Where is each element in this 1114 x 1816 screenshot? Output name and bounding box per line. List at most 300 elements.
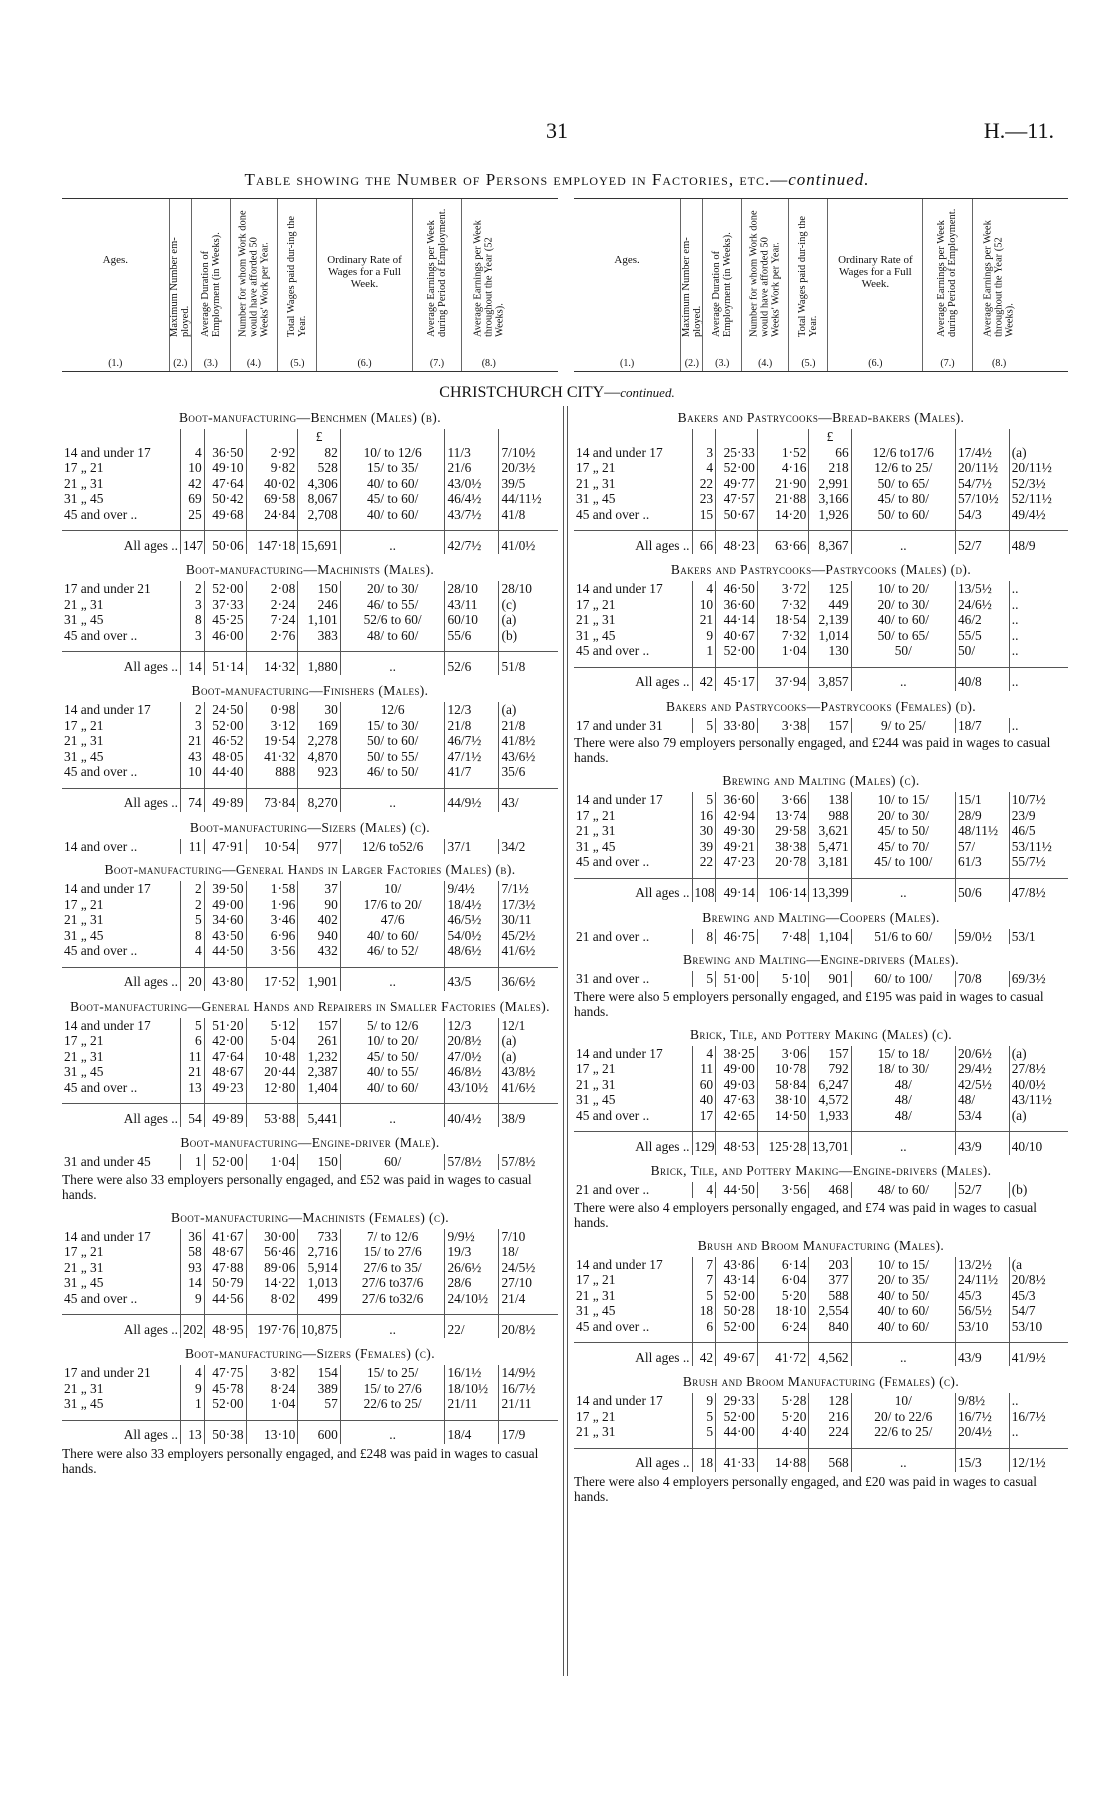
table-row [62, 1396, 558, 1412]
table-cell: 17 „ 21 [64, 1244, 104, 1259]
table-cell: 30·00 [246, 1229, 298, 1245]
table-cell [851, 659, 955, 668]
table-row [62, 1033, 558, 1049]
table-cell: 4,572 [809, 1092, 851, 1108]
table-cell: 40/ to 60/ [851, 1319, 955, 1335]
footnote: There were also 4 employers personally engaged, and £74 was paid in wages to casual hands. [574, 1199, 1037, 1230]
table-row [574, 612, 1068, 628]
table-cell: 10/ to 15/ [851, 1257, 955, 1273]
header-label: Total Wages paid dur-ing the Year. [797, 215, 820, 337]
table-cell: .. [340, 531, 445, 555]
section-table [62, 1018, 558, 1128]
header-label: Average Earnings per Week during Period of Employment. [425, 208, 448, 337]
all-ages-row [62, 652, 558, 676]
currency-symbol: £ [298, 429, 340, 445]
table-cell [445, 1306, 499, 1315]
table-cell: 40/ to 60/ [851, 612, 955, 628]
table-cell [62, 1306, 180, 1315]
table-cell: 50·06 [204, 531, 246, 555]
table-cell: 11 [180, 839, 204, 855]
table-cell: 20/ to 22/6 [851, 1409, 955, 1425]
table-cell: 5·10 [757, 971, 809, 987]
table-cell: 157 [298, 1018, 340, 1034]
table-cell: 22/6 to 25/ [340, 1396, 445, 1412]
table-cell: 402 [298, 912, 340, 928]
table-cell: 4 [692, 1046, 716, 1062]
table-cell: All ages .. [62, 1420, 180, 1444]
header-number: (3.) [715, 358, 730, 369]
table-cell: 202 [180, 1315, 204, 1339]
table-cell: 389 [298, 1381, 340, 1397]
table-cell: 45 and over .. [64, 1079, 138, 1095]
table-cell: 41/6½ [499, 943, 558, 959]
table-cell: 43/5 [445, 967, 499, 991]
table-cell: 157 [809, 1046, 851, 1062]
table-cell: 52·00 [204, 1396, 246, 1412]
table-cell: 42 [692, 667, 716, 691]
table-cell: 53/4 [955, 1108, 1009, 1124]
all-ages-row [62, 1104, 558, 1128]
table-cell: 3,166 [809, 491, 851, 507]
header-label: Number for whom Work done would have afforded 50 Weeks' Work per Year. [237, 210, 271, 337]
header-cell [191, 199, 230, 371]
header-cell [230, 199, 278, 371]
table-cell: 22/6 to 25/ [851, 1424, 955, 1440]
table-cell: 47·64 [204, 476, 246, 492]
page-reference: H.—11. [983, 118, 1054, 143]
table-cell [1009, 1123, 1068, 1132]
table-cell: 154 [298, 1365, 340, 1381]
table-row [62, 1291, 558, 1307]
header-cell [169, 199, 191, 371]
table-cell [445, 429, 499, 445]
table-cell: 57/8½ [499, 1154, 558, 1170]
table-cell: 43·80 [204, 967, 246, 991]
table-cell [204, 522, 246, 531]
table-cell: 14 and under 17 [576, 792, 663, 807]
header-cell [788, 199, 827, 371]
table-cell: 44·56 [204, 1291, 246, 1307]
spacer-row [62, 1095, 558, 1104]
table-cell: .. [851, 878, 955, 902]
table-cell: 14 and under 17 [64, 444, 151, 460]
table-cell: 18/ to 30/ [851, 1061, 955, 1077]
table-cell: 6·96 [246, 928, 298, 944]
footnote: There were also 4 employers personally engaged, and £20 was paid in wages to casual hands. [574, 1473, 1037, 1504]
table-cell: 1,901 [298, 967, 340, 991]
table-cell: 41/7 [445, 764, 499, 780]
table-cell: 47·88 [204, 1260, 246, 1276]
table-cell: 37 [298, 881, 340, 897]
table-cell: 15/3 [955, 1448, 1009, 1472]
table-cell [499, 522, 558, 531]
section-title: Boot-manufacturing—Sizers (Males) (c). [189, 819, 431, 835]
table-cell: 19·54 [246, 733, 298, 749]
table-cell: 27/10 [499, 1275, 558, 1291]
table-cell: 29·33 [716, 1393, 758, 1409]
table-cell: 1,104 [809, 929, 851, 945]
table-cell [340, 1095, 445, 1104]
table-cell: 51/8 [499, 652, 558, 676]
table-cell [204, 1412, 246, 1421]
table-cell: (a [1009, 1257, 1068, 1273]
table-cell [298, 1306, 340, 1315]
table-cell: 49·68 [204, 507, 246, 523]
table-cell: 48/ [955, 1092, 1009, 1108]
table-cell: 66 [809, 445, 851, 461]
table-section [62, 1135, 558, 1202]
table-cell: 10·78 [757, 1061, 809, 1077]
table-cell: 40 [692, 1092, 716, 1108]
table-cell: 4 [692, 1182, 716, 1198]
header-cell [62, 199, 169, 371]
header-label: Total Wages paid dur-ing the Year. [286, 215, 309, 337]
table-section [62, 1346, 558, 1476]
table-cell: 169 [298, 718, 340, 734]
table-section [574, 773, 1068, 902]
table-cell: 21 „ 31 [64, 1048, 104, 1064]
table-row [62, 491, 558, 507]
table-cell [851, 522, 955, 531]
table-cell: 1,404 [298, 1080, 340, 1096]
table-cell: 4 [692, 460, 716, 476]
table-cell: 40·02 [246, 476, 298, 492]
table-row [62, 1229, 558, 1245]
table-cell: 48·67 [204, 1244, 246, 1260]
table-cell: 13,399 [809, 878, 851, 902]
table-cell: 3·66 [757, 792, 809, 808]
table-cell: 888 [246, 764, 298, 780]
table-cell: 39 [692, 839, 716, 855]
table-cell: 50·42 [204, 491, 246, 507]
table-row [574, 643, 1068, 659]
table-cell: 20/8½ [445, 1033, 499, 1049]
table-cell: .. [1009, 718, 1068, 734]
table-cell: 45 and over .. [64, 764, 138, 779]
table-cell: 44/11½ [499, 491, 558, 507]
table-cell: 57 [298, 1396, 340, 1412]
table-cell: 125·28 [757, 1132, 809, 1156]
table-row [62, 749, 558, 765]
table-cell: 47/6 [340, 912, 445, 928]
table-cell [180, 429, 204, 445]
section-title: Bakers and Pastrycooks—Pastrycooks (Males) (d). [670, 562, 972, 577]
table-cell: 8,067 [298, 491, 340, 507]
table-cell: 48·67 [204, 1064, 246, 1080]
table-cell: 1,014 [809, 628, 851, 644]
table-cell: 47/8½ [1009, 878, 1068, 902]
table-row [574, 1061, 1068, 1077]
table-cell: 6·04 [757, 1272, 809, 1288]
table-cell: 10 [692, 597, 716, 613]
spacer-row [62, 522, 558, 531]
table-row [574, 929, 1068, 945]
table-cell: 588 [809, 1288, 851, 1304]
table-cell: 50/ to 55/ [340, 749, 445, 765]
table-cell: 16/7½ [499, 1381, 558, 1397]
table-cell: 74 [180, 788, 204, 812]
table-cell: 39·50 [204, 881, 246, 897]
table-cell: 36/6½ [499, 967, 558, 991]
right-column [574, 406, 1068, 1512]
table-cell: 130 [809, 643, 851, 659]
table-cell: (b) [1009, 1182, 1068, 1198]
table-cell: 43/7½ [445, 507, 499, 523]
table-cell: .. [851, 1448, 955, 1472]
header-cell [972, 199, 1026, 371]
table-cell: 383 [298, 628, 340, 644]
currency-row [574, 429, 1068, 445]
table-cell: 52/11½ [1009, 491, 1068, 507]
table-cell: 17 „ 21 [576, 460, 616, 475]
table-cell: 7 [692, 1272, 716, 1288]
table-cell: 21 „ 31 [576, 1287, 616, 1303]
table-cell: 9/ to 25/ [851, 718, 955, 734]
table-cell: 108 [692, 878, 716, 902]
table-cell: 29/4½ [955, 1061, 1009, 1077]
table-cell: 4 [180, 943, 204, 959]
table-cell: 9 [180, 1291, 204, 1307]
table-cell: .. [1009, 628, 1068, 644]
table-cell: 15/ to 25/ [340, 1365, 445, 1381]
table-cell: 17 „ 21 [576, 596, 616, 612]
table-cell: 2,278 [298, 733, 340, 749]
table-cell: 82 [298, 445, 340, 461]
table-cell: 733 [298, 1229, 340, 1245]
table-section [574, 410, 1068, 554]
table-cell: 48/ to 60/ [851, 1182, 955, 1198]
table-cell: 41·67 [204, 1229, 246, 1245]
table-cell: 46/7½ [445, 733, 499, 749]
table-cell: 50·67 [716, 507, 758, 523]
table-cell: 840 [809, 1319, 851, 1335]
table-cell: 17 „ 21 [576, 807, 616, 823]
table-cell: 157 [809, 718, 851, 734]
table-cell: 16 [692, 808, 716, 824]
table-cell [574, 1334, 692, 1343]
table-cell: .. [1009, 667, 1068, 691]
table-cell: .. [851, 531, 955, 555]
table-cell: 60/ [340, 1154, 445, 1170]
table-cell: 15/1 [955, 792, 1009, 808]
table-cell: 31 „ 45 [576, 1092, 616, 1107]
table-row [574, 460, 1068, 476]
table-cell: 52/6 to 60/ [340, 612, 445, 628]
table-cell: 2 [180, 881, 204, 897]
table-cell: 49·00 [204, 897, 246, 913]
table-row [62, 476, 558, 492]
table-row [62, 764, 558, 780]
table-cell: 21 and over .. [576, 928, 650, 944]
table-cell: 11 [692, 1061, 716, 1077]
table-cell: 52·00 [716, 643, 758, 659]
table-cell [180, 1095, 204, 1104]
header-number: (2.) [173, 358, 188, 369]
table-cell: 53/11½ [1009, 839, 1068, 855]
table-cell: 1,101 [298, 612, 340, 628]
table-row [62, 581, 558, 597]
table-cell: 21 „ 31 [576, 823, 616, 838]
table-cell: 42/5½ [955, 1077, 1009, 1093]
table-cell [574, 1440, 692, 1449]
table-cell: (a) [499, 1049, 558, 1065]
table-cell: 48·53 [716, 1132, 758, 1156]
header-label: Ordinary Rate of Wages for a Full Week. [838, 254, 913, 290]
header-cell [412, 199, 462, 371]
table-cell: 49·89 [204, 788, 246, 812]
all-ages-row [574, 1343, 1068, 1367]
table-cell: 53/10 [955, 1319, 1009, 1335]
table-cell: 17/9 [499, 1420, 558, 1444]
table-cell: 6,247 [809, 1077, 851, 1093]
table-cell: 26/6½ [445, 1260, 499, 1276]
table-cell: 41/8 [499, 507, 558, 523]
table-cell: 31 „ 45 [576, 838, 616, 854]
table-cell: 25·33 [716, 445, 758, 461]
table-cell: 17 „ 21 [576, 1061, 616, 1076]
table-cell [955, 870, 1009, 879]
table-cell: (c) [499, 597, 558, 613]
table-cell: 5 [692, 718, 716, 734]
table-cell: 48·05 [204, 749, 246, 765]
table-cell: 48/6½ [445, 943, 499, 959]
table-cell [851, 1123, 955, 1132]
table-cell: 9/8½ [955, 1393, 1009, 1409]
table-cell: 3 [692, 445, 716, 461]
table-cell: 46/4½ [445, 491, 499, 507]
table-cell: 13·74 [757, 808, 809, 824]
header-number: (6.) [868, 358, 883, 369]
table-cell [445, 643, 499, 652]
table-cell: 43 [180, 749, 204, 765]
table-cell [246, 429, 298, 445]
table-cell: 28/6 [445, 1275, 499, 1291]
table-cell: 3·46 [246, 912, 298, 928]
table-cell [716, 429, 758, 445]
table-cell: 38·25 [716, 1046, 758, 1062]
spacer-row [574, 1123, 1068, 1132]
table-cell: 28/9 [955, 808, 1009, 824]
table-cell: 45 and over .. [576, 1318, 650, 1334]
table-cell [445, 780, 499, 789]
table-cell [298, 1095, 340, 1104]
table-cell: 12·80 [246, 1080, 298, 1096]
table-row [574, 854, 1068, 870]
table-cell: 10·48 [246, 1049, 298, 1065]
table-cell: All ages .. [62, 1104, 180, 1128]
table-cell: 3 [180, 597, 204, 613]
table-cell: 45/ to 100/ [851, 854, 955, 870]
table-cell: 43/6½ [499, 749, 558, 765]
table-cell: 14/9½ [499, 1365, 558, 1381]
table-section [574, 562, 1068, 691]
table-row [574, 628, 1068, 644]
table-row [574, 1182, 1068, 1198]
table-cell: 50/ to 65/ [851, 476, 955, 492]
table-cell: 432 [298, 943, 340, 959]
table-cell [180, 643, 204, 652]
table-cell: 7·32 [757, 628, 809, 644]
section-title: Boot-manufacturing—Benchmen (Males) (b). [179, 410, 441, 425]
table-cell: 21 „ 31 [64, 1259, 104, 1275]
table-cell: 261 [298, 1033, 340, 1049]
table-cell: 21/11 [499, 1396, 558, 1412]
table-cell: 21 [692, 612, 716, 628]
table-cell: 40/4½ [445, 1104, 499, 1128]
table-cell: 60/10 [445, 612, 499, 628]
table-cell: 21/8 [499, 718, 558, 734]
table-cell: 600 [298, 1420, 340, 1444]
table-cell [340, 1306, 445, 1315]
table-cell: 40/ to 60/ [340, 928, 445, 944]
section-table [574, 718, 1068, 734]
table-cell: .. [340, 652, 445, 676]
table-row [574, 445, 1068, 461]
table-cell: 49·77 [716, 476, 758, 492]
spacer-row [574, 1440, 1068, 1449]
table-cell: 21·88 [757, 491, 809, 507]
table-cell [180, 780, 204, 789]
header-number: (2.) [684, 358, 699, 369]
section-table [574, 929, 1068, 945]
table-cell: 14 and under 17 [576, 1045, 663, 1061]
table-cell: 17/3½ [499, 897, 558, 913]
table-cell: 31 „ 45 [64, 1064, 104, 1079]
table-cell: 31 „ 45 [64, 1275, 104, 1290]
table-cell: 2,991 [809, 476, 851, 492]
table-cell: 31 „ 45 [576, 1303, 616, 1318]
section-title: Brush and Broom Manufacturing (Males). [697, 1237, 945, 1253]
table-cell: 3·06 [757, 1046, 809, 1062]
table-cell: 21 „ 31 [576, 1424, 616, 1439]
table-cell: 40/ to 60/ [340, 507, 445, 523]
table-cell: 20/4½ [955, 1424, 1009, 1440]
table-cell: 4 [692, 581, 716, 597]
table-row [62, 1080, 558, 1096]
table-cell: 14 and over .. [64, 838, 138, 854]
table-cell: 52·00 [716, 1319, 758, 1335]
table-cell: 14 and under 17 [64, 1017, 151, 1033]
table-cell [809, 522, 851, 531]
spacer-row [574, 522, 1068, 531]
spacer-row [62, 1306, 558, 1315]
table-cell: 1,013 [298, 1275, 340, 1291]
header-cell [827, 199, 922, 371]
table-cell [499, 780, 558, 789]
table-cell: 128 [809, 1393, 851, 1409]
table-section [574, 1163, 1068, 1230]
table-cell: 17 „ 21 [576, 1408, 616, 1424]
section-title: Boot-manufacturing—Sizers (Females) (c). [185, 1346, 435, 1361]
table-cell: 52/3½ [1009, 476, 1068, 492]
spacer-row [574, 1334, 1068, 1343]
table-cell: 2,554 [809, 1303, 851, 1319]
section-table [62, 1229, 558, 1339]
table-cell: 13·10 [246, 1420, 298, 1444]
table-cell: 23 [692, 491, 716, 507]
table-cell: 18/4 [445, 1420, 499, 1444]
table-cell: 20·44 [246, 1064, 298, 1080]
table-cell: 12/6 [340, 702, 445, 718]
table-cell [757, 870, 809, 879]
table-row [574, 718, 1068, 734]
table-cell: 43·50 [204, 928, 246, 944]
table-cell: 48/ [851, 1108, 955, 1124]
table-cell: 54/7½ [955, 476, 1009, 492]
table-cell [499, 1412, 558, 1421]
table-cell: 47·91 [204, 839, 246, 855]
section-title: Bakers and Pastrycooks—Bread-bakers (Males). [677, 410, 965, 425]
